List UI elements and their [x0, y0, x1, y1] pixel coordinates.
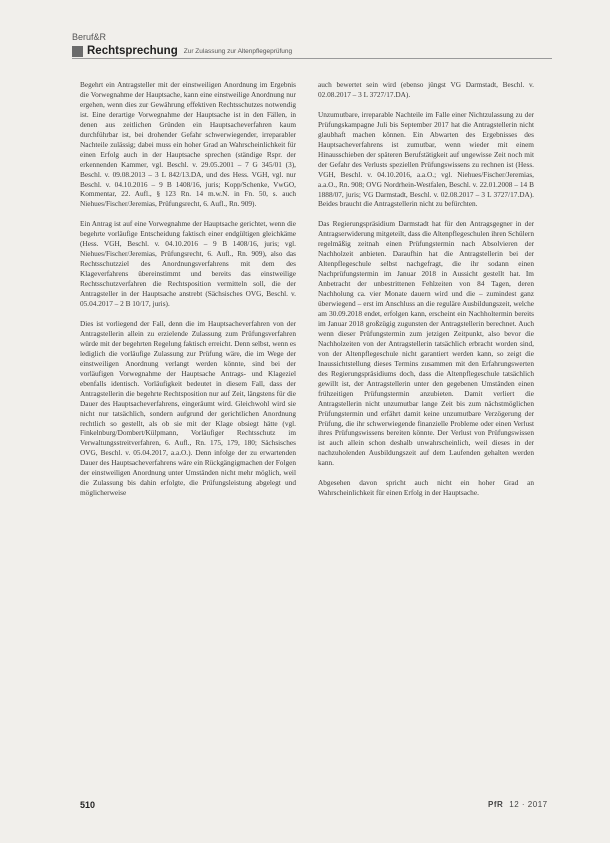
- left-column: [80, 80, 296, 508]
- paragraph: Dies ist vorliegend der Fall, denn die im Hauptsacheverfahren von der Antragstellerin allein zu erzielende Zulassung zum Prüfungsverfahren würde mit der begehrten Regelung faktisch erreicht. Denn selbst, wenn es lediglich die vorläufige Zulassung zur Prüfung wäre, die im Wege der einstweiligen Anordnung verlangt werden könnte, sind bei der vorläufigen Vorwegnahme der Hauptsache Antrags- und Klageziel ebenfalls identisch. Vorläufigkeit bedeutet in diesem Fall, dass der Antragstellerin die begehrte Rechtsposition nur auf Zeit, längstens für die Dauer des Hauptsacheverfahrens, eingeräumt wird. Gleichwohl wird sie nicht nur tatsächlich, sondern aufgrund der gerichtlichen Anordnung rechtlich so gestellt, als ob sie mit der Klage obsiegt hätte (vgl. Finkelnburg/Dombert/Külpmann, Vorläufiger Rechtsschutz im Verwaltungsstreitverfahren, 6. Aufl., Rn. 175, 179, 180; Sächsisches OVG, Beschl. v. 05.04.2017, a.a.O.). Denn infolge der zu erwartenden Dauer des Hauptsacheverfahrens wäre ein Rückgängigmachen der Folgen der einstweiligen Anordnung unter Umständen nicht mehr möglich, weil die Zulassung bis dahin erfolgte, die Prüfungsleistung abgelegt und möglicherweise: [80, 318, 296, 498]
- journal-name: PfR: [488, 800, 504, 809]
- paragraph: Unzumutbare, irreparable Nachteile im Falle einer Nichtzulassung zu der Prüfungskampagne Juli bis September 2017 hat die Antragstellerin nicht glaubhaft machen können. Ein Abwarten des Ergebnisses des Hauptsacheverfahrens ist zumutbar, wenn wieder mit einem Hinausschieben der späteren Berufstätigkeit auf ungewisse Zeit noch mit der Gefahr des Verlusts speziellen Prüfungswissens zu rechnen ist (Hess. VGH, Beschl. v. 04.10.2016, a.a.O.; vgl. Niehues/Fischer/Jeremias, a.a.O., Rn. 908; OVG Nordrhein-Westfalen, Beschl. v. 22.01.2008 – 14 B 1888/07, juris; VG Darmstadt, Beschl. v. 02.08.2017 – 3 L 3727/17.DA). Beides braucht die Antragstellerin nicht zu befürchten.: [318, 109, 534, 209]
- page-header: [72, 44, 552, 59]
- header-title: Rechtsprechung: [87, 45, 178, 57]
- page-number: 510: [80, 800, 96, 810]
- right-column: [318, 80, 534, 508]
- journal-footer: [488, 800, 548, 809]
- header-marker-icon: [72, 46, 83, 57]
- paragraph: Begehrt ein Antragsteller mit der einstweiligen Anordnung im Ergebnis die Vorwegnahme der Hauptsache, kann eine einstweilige Anordnung nur ergehen, wenn dies zur Gewährung effektiven Rechtsschutzes notwendig ist. Eine derartige Vorwegnahme der Hauptsache ist in den Fällen, in denen aus zeitlichen Gründen ein Hauptsacheverfahren kaum durchführbar ist, bei drohender Gefahr schwerwiegender, irreparabler Nachteile zulässig; dabei muss ein hoher Grad an Wahrscheinlichkeit für einen Erfolg auch in der Hauptsache sprechen (ständige Rspr. der erkennenden Kammer, vgl. Beschl. v. 29.05.2001 – 7 G 345/01 (3), Beschl. v. 09.08.2013 – 3 L 842/13.DA, und des Hess. VGH, vgl. nur Beschl. v. 04.10.2016 – 9 B 1408/16, juris; Kopp/Schenke, VwGO, Kommentar, 22. Aufl., § 123 Rn. 14 m.w.N. in Fn. 50, s. auch Niehues/Fischer/Jeremias, Prüfungsrecht, 6. Aufl., Rn. 909).: [80, 80, 296, 209]
- paragraph: Ein Antrag ist auf eine Vorwegnahme der Hauptsache gerichtet, wenn die begehrte vorläufige Entscheidung faktisch einer endgültigen gleichkäme (Hess. VGH, Beschl. v. 04.10.2016 – 9 B 1408/16, juris; vgl. Niehues/Fischer/Jeremias, Prüfungsrecht, 6. Aufl., Rn. 909), also das Rechtsschutzziel des Anordnungsverfahrens mit dem des Klageverfahrens übereinstimmt und bereits das einstweilige Rechtsschutzverfahren die Rechtsposition vermitteln soll, die der Antragsteller in der Hauptsache anstrebt (Sächsisches OVG, Beschl. v. 05.04.2017 – 2 B 10/17, juris).: [80, 219, 296, 309]
- paragraph: auch bewertet sein wird (ebenso jüngst VG Darmstadt, Beschl. v. 02.08.2017 – 3 L 3727/17.DA).: [318, 80, 534, 99]
- paragraph: Das Regierungspräsidium Darmstadt hat für den Antragsgegner in der Antragserwiderung mitgeteilt, dass die Altenpflegeschulen ihren Schülern regelmäßig zeitnah einen Prüfungstermin nach Absolvieren der Nachholzeit anbieten. Daraufhin hat die Antragstellerin bei der Altenpflegeschule selbst nachgefragt, die ihr sodann einen Nachprüfungstermin im Januar 2018 in Aussicht gestellt hat. Im Anbetracht der unbestrittenen Fehlzeiten von 84 Tagen, deren Nachholung ca. vier Monate dauern wird und die – zumindest ganz überwiegend – erst im Anschluss an die reguläre Ausbildungszeit, welche am 30.09.2018 endet, erfolgen kann, erscheint ein Nachholtermin bereits im Januar 2018 großzügig zugunsten der Antragstellerin berechnet. Auch wenn dieser Prüfungstermin zum jetzigen Zeitpunkt, also bevor die Nachholzeiten von der Antragstellerin tatsächlich erbracht worden sind, von der Altenpflegeschule nicht garantiert werden kann, so zeigt die Inaussichtstellung dieses Termins zusammen mit den Erfahrungswerten des Regierungspräsidiums doch, dass die Altenpflegeschule tatsächlich gewillt ist, der Antragstellerin unter den gegebenen Umständen einen frühzeitigen Prüfungstermin anzubieten. Damit verliert die Antragstellerin nicht unzumutbar lange Zeit bis zum nächstmöglichen Prüfungstermin und erfährt damit keine unzumutbare Verzögerung der Prüfung, die ihr schwerwiegende finanzielle Probleme oder einen Verlust ihres Prüfungswissens bereiten könnte. Der Verlust von Prüfungswissen ist auch allein schon deshalb unwahrscheinlich, weil dieses in der nachzuholenden Ausbildungszeit auf dem Laufenden gehalten werden kann.: [318, 219, 534, 468]
- journal-issue: 12 · 2017: [509, 800, 548, 809]
- section-tag: Beruf&R: [72, 32, 107, 42]
- paragraph: Abgesehen davon spricht auch nicht ein hoher Grad an Wahrscheinlichkeit für einen Erfolg in der Hauptsache.: [318, 478, 534, 498]
- header-subtitle: Zur Zulassung zur Altenpflegeprüfung: [183, 47, 293, 55]
